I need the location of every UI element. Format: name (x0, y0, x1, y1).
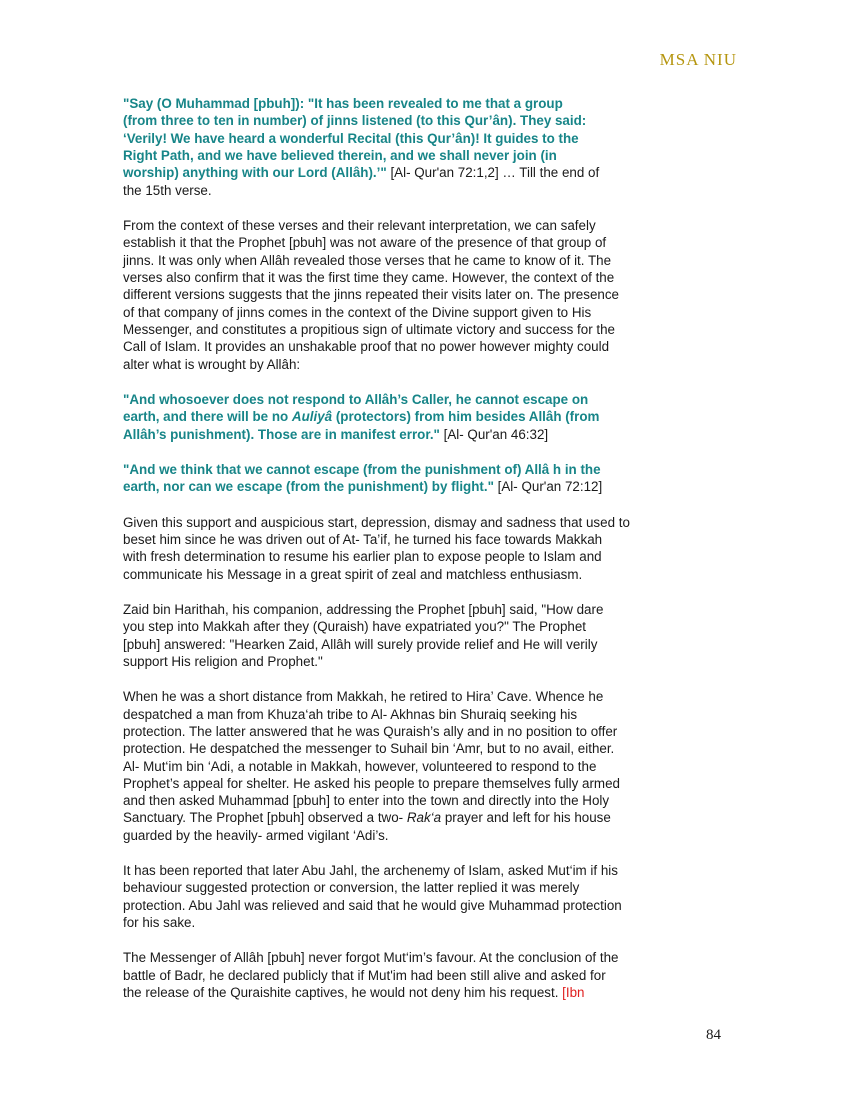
text-line (123, 304, 745, 321)
paragraph (123, 95, 745, 199)
paragraph (123, 514, 745, 583)
text-line (123, 338, 745, 355)
text-run: "And whosoever does not respond to Allâh’s Caller, he cannot escape on (123, 391, 589, 407)
text-line (123, 862, 745, 879)
text-run: When he was a short distance from Makkah, he retired to Hira’ Cave. Whence he (123, 689, 604, 705)
text-line (123, 269, 745, 286)
text-line (123, 182, 745, 199)
paragraph (123, 601, 745, 670)
text-run: Right Path, and we have believed therein, and we shall never join (in (123, 147, 557, 163)
text-line (123, 286, 745, 303)
text-line (123, 914, 745, 931)
paragraph (123, 862, 745, 931)
text-run: Al- Mut‘im bin ‘Adi, a notable in Makkah, however, volunteered to respond to the (123, 758, 597, 774)
text-run: "And we think that we cannot escape (from the punishment of) Allâ h in the (123, 461, 601, 477)
text-line (123, 601, 745, 618)
text-run: Prophet’s appeal for shelter. He asked his people to prepare themselves fully armed (123, 775, 620, 791)
text-run: It has been reported that later Abu Jahl, the archenemy of Islam, asked Mut‘im if his (123, 863, 618, 879)
text-line (123, 706, 745, 723)
text-line (123, 356, 745, 373)
text-run: establish it that the Prophet [pbuh] was not aware of the presence of that group of (123, 235, 607, 251)
text-line (123, 478, 745, 495)
text-line (123, 391, 745, 408)
text-run: the 15th verse. (123, 182, 212, 198)
text-run: beset him since he was driven out of At- Ta’if, he turned his face towards Makkah (123, 531, 603, 547)
text-line (123, 426, 745, 443)
text-line (123, 653, 745, 670)
text-run: communicate his Message in a great spirit of zeal and matchless enthusiasm. (123, 566, 583, 582)
text-line (123, 740, 745, 757)
text-run: Zaid bin Harithah, his companion, addressing the Prophet [pbuh] said, "How dare (123, 601, 604, 617)
text-run: of that company of jinns comes in the context of the Divine support given to His (123, 304, 592, 320)
text-line (123, 112, 745, 129)
text-line (123, 775, 745, 792)
text-line (123, 566, 745, 583)
text-line (123, 217, 745, 234)
paragraph (123, 949, 745, 1001)
text-line (123, 949, 745, 966)
text-run: protection. The latter answered that he was Quraish’s ally and in no position to offer (123, 723, 618, 739)
paragraph (123, 391, 745, 443)
text-run: protection. Abu Jahl was relieved and said that he would give Muhammad protection (123, 897, 622, 913)
text-line (123, 688, 745, 705)
text-line (123, 147, 745, 164)
text-run: for his sake. (123, 915, 196, 931)
text-line (123, 967, 745, 984)
text-line (123, 879, 745, 896)
text-line (123, 321, 745, 338)
text-line (123, 636, 745, 653)
text-line (123, 827, 745, 844)
text-run: support His religion and Prophet." (123, 653, 323, 669)
text-run: Call of Islam. It provides an unshakable proof that no power however mighty could (123, 339, 610, 355)
text-run: earth, nor can we escape (from the punishment) by flight." (123, 479, 494, 495)
text-line (123, 792, 745, 809)
text-run: ‘Verily! We have heard a wonderful Recital (this Qur’ân)! It guides to the (123, 130, 579, 146)
text-line (123, 514, 745, 531)
text-run: The Messenger of Allâh [pbuh] never forgot Mut‘im’s favour. At the conclusion of the (123, 950, 619, 966)
text-run: Rak‘a (406, 810, 442, 826)
document-body (123, 95, 745, 1019)
text-run: [Al- Qur'an 72:12] (493, 479, 603, 495)
text-line (123, 461, 745, 478)
text-run: earth, and there will be no (123, 409, 292, 425)
text-run: behaviour suggested protection or conversion, the latter replied it was merely (123, 880, 580, 896)
text-run: From the context of these verses and their relevant interpretation, we can safely (123, 217, 596, 233)
paragraph (123, 217, 745, 373)
text-line (123, 984, 745, 1001)
text-run: different versions suggests that the jinns repeated their visits later on. The presence (123, 287, 619, 303)
text-run: despatched a man from Khuza‘ah tribe to Al- Akhnas bin Shuraiq seeking his (123, 706, 578, 722)
text-run: you step into Makkah after they (Quraish) have expatriated you?" The Prophet (123, 619, 587, 635)
page-number: 84 (706, 1027, 721, 1043)
text-run: battle of Badr, he declared publicly that if Mut'im had been still alive and asked for (123, 967, 606, 983)
text-line (123, 130, 745, 147)
text-line (123, 809, 745, 826)
text-line (123, 95, 745, 112)
text-run: [Al- Qur'an 46:32] (439, 426, 549, 442)
text-line (123, 897, 745, 914)
text-line (123, 758, 745, 775)
text-line (123, 408, 745, 425)
text-run: "Say (O Muhammad [pbuh]): "It has been revealed to me that a group (123, 96, 563, 111)
text-line (123, 252, 745, 269)
text-run: [pbuh] answered: "Hearken Zaid, Allâh will surely provide relief and He will verily (123, 636, 598, 652)
text-run: Given this support and auspicious start, depression, dismay and sadness that used to (123, 514, 630, 530)
text-line (123, 164, 745, 181)
text-run: verses also confirm that it was the first time they came. However, the context of the (123, 269, 615, 285)
text-line (123, 723, 745, 740)
text-run: worship) anything with our Lord (Allâh).’" (123, 165, 387, 181)
text-run: the release of the Quraishite captives, he would not deny him his request. (123, 985, 563, 1001)
text-line (123, 234, 745, 251)
text-run: with fresh determination to resume his earlier plan to expose people to Islam and (123, 549, 602, 565)
paragraph (123, 461, 745, 496)
text-run: prayer and left for his house (441, 810, 611, 826)
text-run: Sanctuary. The Prophet [pbuh] observed a two- (123, 810, 407, 826)
text-line (123, 531, 745, 548)
page-header: MSA NIU (659, 50, 737, 69)
text-run: and then asked Muhammad [pbuh] to enter into the town and directly into the Holy (123, 793, 610, 809)
text-run: jinns. It was only when Allâh revealed those verses that he came to know of it. The (123, 252, 612, 268)
text-line (123, 548, 745, 565)
text-line (123, 618, 745, 635)
text-run: Auliyâ (291, 409, 333, 425)
text-run: (from three to ten in number) of jinns listened (to this Qur’ân). They said: (123, 113, 587, 129)
text-run: (protectors) from him besides Allâh (from (332, 409, 600, 425)
text-run: Allâh’s punishment). Those are in manifest error." (123, 426, 440, 442)
text-run: guarded by the heavily- armed vigilant ‘Adi’s. (123, 827, 389, 843)
text-run: alter what is wrought by Allâh: (123, 356, 301, 372)
text-run: protection. He despatched the messenger to Suhail bin ‘Amr, but to no avail, either. (123, 741, 615, 757)
text-run: Messenger, and constitutes a propitious sign of ultimate victory and success for the (123, 321, 615, 337)
text-run: [Ibn (562, 985, 585, 1001)
paragraph (123, 688, 745, 844)
text-run: [Al- Qur'an 72:1,2] … Till the end of (386, 165, 600, 181)
